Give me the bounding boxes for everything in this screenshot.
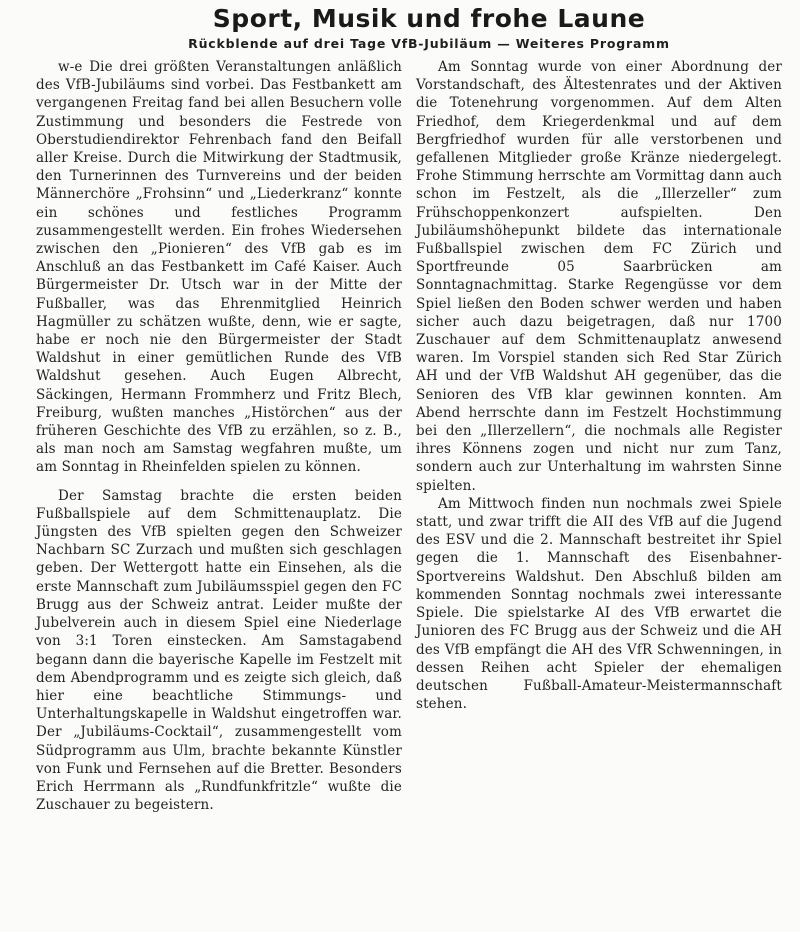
paragraph: Am Mittwoch finden nun nochmals zwei Spiele statt, und zwar trifft die AII des VfB auf die Jugend des ESV und die 2. Mannschaft bestreitet ihr Spiel gegen die 1. Mannschaft des Eisenbahner-Sportvereins Waldshut. Den Abschluß bilden am kommenden Sonntag nochmals zwei interessante Spiele. Die spielstarke AI des VfB erwartet die Junioren des FC Brugg aus der Schweiz und die AH des VfB empfängt die AH des VfR Schwenningen, in dessen Reihen acht Spieler der ehemaligen deutschen Fußball-Amateur-Meistermannschaft stehen.	[416, 495, 782, 713]
paragraph: Der Samstag brachte die ersten beiden Fußballspiele auf dem Schmittenauplatz. Die Jüngsten des VfB spielten gegen den Schweizer Nachbarn SC Zurzach und mußten sich geschlagen geben. Der Wettergott hatte ein Einsehen, als die erste Mannschaft zum Jubiläumsspiel gegen den FC Brugg aus der Schweiz antrat. Leider mußte der Jubelverein auch in diesem Spiel eine Niederlage von 3:1 Toren einstecken. Am Samstagabend begann dann die bayerische Kapelle im Festzelt mit dem Abendprogramm und es zeigte sich gleich, daß hier eine beachtliche Stimmungs- und Unterhaltungskapelle in Waldshut eingetroffen war. Der „Jubiläums-Cocktail“, zusammengestellt vom Südprogramm aus Ulm, brachte bekannte Künstler von Funk und Fernsehen auf die Bretter. Besonders Erich Herrmann als „Rundfunkfritzle“ wußte die Zuschauer zu begeistern.	[36, 487, 402, 814]
article-columns	[36, 58, 782, 814]
paragraph: Am Sonntag wurde von einer Abordnung der Vorstandschaft, des Ältestenrates und der Aktiven die Totenehrung vorgenommen. Auf dem Alten Friedhof, dem Kriegerdenkmal und auf dem Bergfriedhof wurden für alle verstorbenen und gefallenen Mitglieder große Kränze niedergelegt. Frohe Stimmung herrschte am Vormittag dann auch schon im Festzelt, als die „Illerzeller“ zum Frühschoppenkonzert aufspielten. Den Jubiläumshöhepunkt bildete das internationale Fußballspiel zwischen dem FC Zürich und Sportfreunde 05 Saarbrücken am Sonntagnachmittag. Starke Regengüsse vor dem Spiel ließen den Boden schwer werden und haben sicher auch dazu beigetragen, daß nur 1700 Zuschauer auf dem Schmittenauplatz anwesend waren. Im Vorspiel standen sich Red Star Zürich AH und der VfB Waldshut AH gegenüber, das die Senioren des VfB klar gewinnen konnten. Am Abend herrschte dann im Festzelt Hochstimmung bei den „Illerzellern“, die nochmals alle Register ihres Könnens zogen und nicht nur zum Tanz, sondern auch zur Unterhaltung im wahrsten Sinne spielten.	[416, 59, 782, 494]
right-column	[416, 58, 782, 814]
left-column	[36, 58, 402, 814]
article-headline: Sport, Musik und frohe Laune	[212, 4, 646, 33]
paragraph: w-e Die drei größten Veranstaltungen anläßlich des VfB-Jubiläums sind vorbei. Das Festbankett am vergangenen Freitag fand bei allen Besuchern volle Zustimmung und besonders die Festrede von Oberstudiendirektor Fehrenbach fand den Beifall aller Kreise. Durch die Mitwirkung der Stadtmusik, den Turnerinnen des Turnvereins und der beiden Männerchöre „Frohsinn“ und „Liederkranz“ konnte ein schönes und festliches Programm zusammengestellt werden. Ein frohes Wiedersehen zwischen den „Pionieren“ des VfB gab es im Anschluß an das Festbankett im Café Kaiser. Auch Bürgermeister Dr. Utsch war in der Mitte der Fußballer, was das Ehrenmitglied Heinrich Hagmüller zu schätzen wußte, denn, wie er sagte, habe er noch nie den Bürgermeister der Stadt Waldshut in einer gemütlichen Runde des VfB Waldshut gesehen. Auch Eugen Albrecht, Säckingen, Hermann Frommherz und Fritz Blech, Freiburg, wußten manches „Histörchen“ aus der früheren Geschichte des VfB zu erzählen, so z. B., als man noch am Samstag wegfahren mußte, um am Sonntag in Rheinfelden spielen zu können.	[36, 59, 402, 476]
article-subheadline: Rückblende auf drei Tage VfB-Jubiläum — Weiteres Programm	[188, 36, 670, 51]
